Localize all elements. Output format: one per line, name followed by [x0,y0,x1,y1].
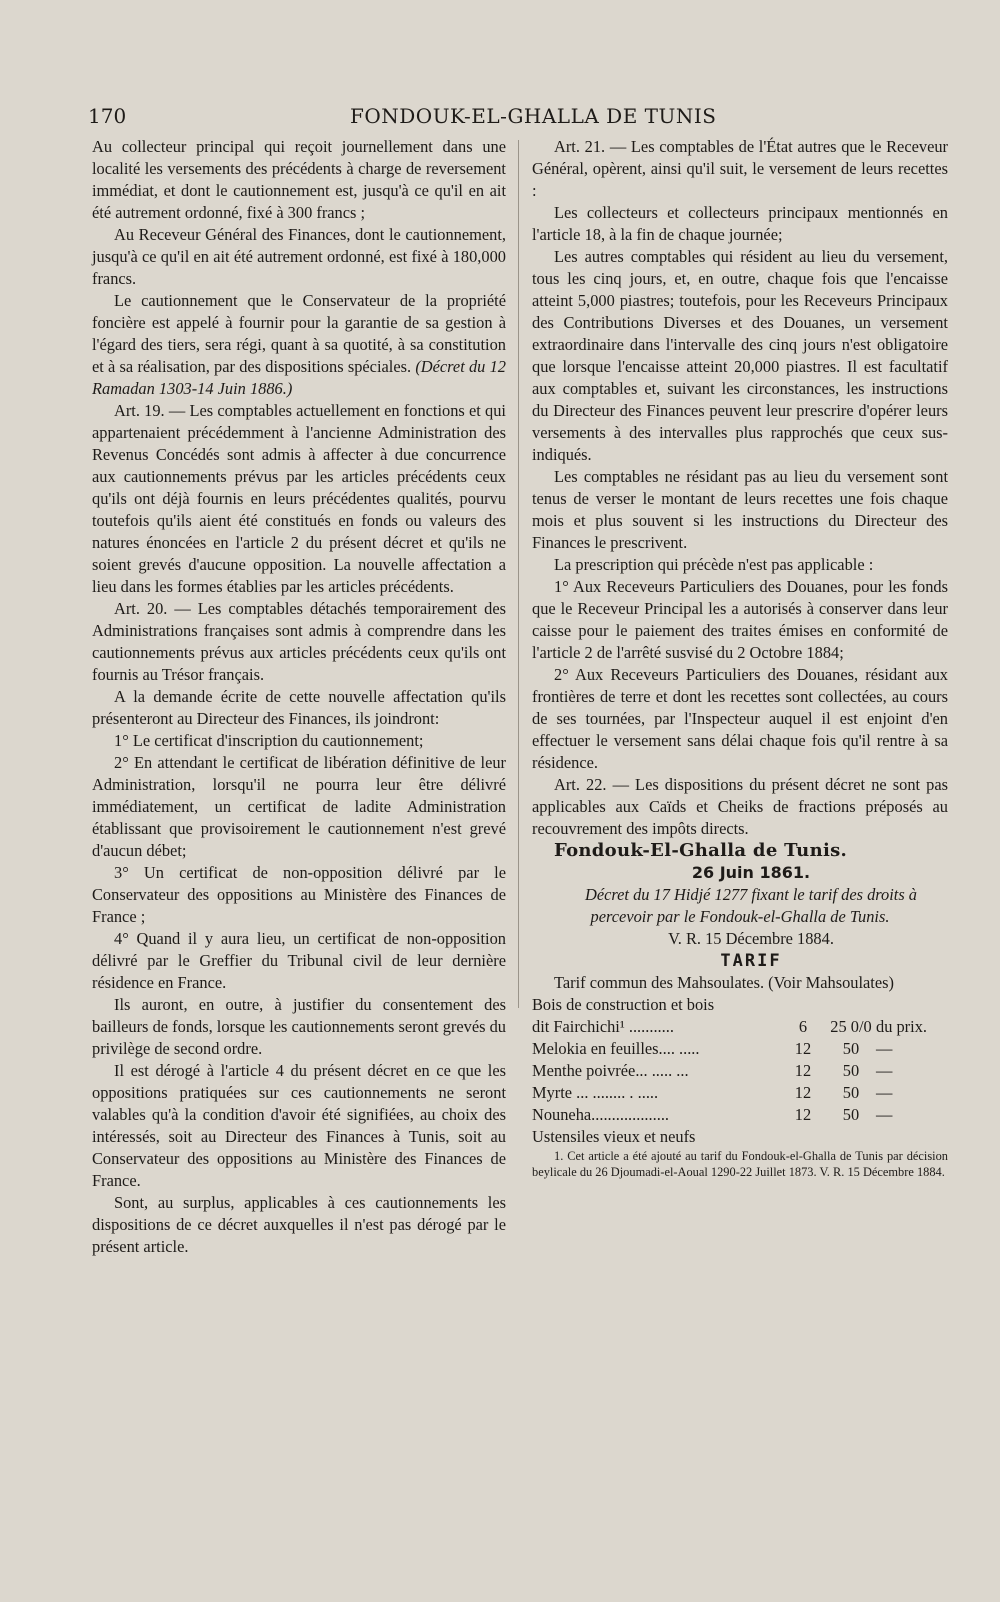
tarif-value-a: 6 [798,1017,808,1036]
right-column [532,136,948,1180]
column-divider [518,140,519,1008]
tarif-value-b: 50 [842,1105,860,1124]
paragraph-non-residant: Les comptables ne résidant pas au lieu du versement sont tenus de verser le montant de leurs recettes une fois chaque mois et plus souvent si les instructions du Directeur des Finances le prescrivent. [532,467,948,552]
decree-vr: V. R. 15 Décembre 1884. [668,929,834,948]
page-header [88,104,950,128]
decree-date: 26 Juin 1861. [691,863,811,882]
paragraph-collecteur: Au collecteur principal qui reçoit journellement dans une localité les versements des précédents à charge de reversement immédiat, et dont le cautionnement est, jusqu'à ce qu'il en ait été autrement ordonné, fixé à 300 francs ; [92,137,506,222]
list-item: 2° Aux Receveurs Particuliers des Douanes, résidant aux frontières de terre et dont les recettes sont collectées, au cours de ses tournées, par l'Inspecteur auquel il est enjoint d'en effectuer le versement sans délai chaque fois qu'il rentre à sa résidence. [532,665,948,772]
tarif-value-b: 50 [842,1039,860,1058]
decree-title: Décret du 17 Hidjé 1277 fixant le tarif des droits à percevoir par le Fondouk-el-Ghalla de Tunis. [584,885,918,926]
tarif-item-name: Myrte ... ........ . ..... [532,1083,659,1102]
tarif-item-name: Bois de construction et bois [532,995,715,1014]
paragraph-prescription: La prescription qui précède n'est pas applicable : [554,555,874,574]
table-row [532,1126,948,1148]
decree-reference: (Décret du 12 Ramadan 1303-14 Juin 1886.) [92,357,506,398]
tarif-value-c [876,994,948,1016]
tarif-value-a [780,1126,826,1148]
list-item: 2° En attendant le certificat de libération définitive de leur Administration, lorsqu'il ne pourra leur être délivré immédiatement, un certificat de ladite Administration établissant que provisoirement le cautionnement n'est grevé d'aucun débet; [92,753,506,860]
paragraph-receveur-general: Au Receveur Général des Finances, dont le cautionnement, jusqu'à ce qu'il en ait été autrement ordonné, est fixé à 180,000 francs. [92,225,506,288]
conservateur-text: Le cautionnement que le Conservateur de la propriété foncière est appelé à fournir pour la garantie de sa gestion à l'égard des tiers, sera régi, quant à sa quotité, à sa constitution et à sa réalisation, par des dispositions spéciales. [92,291,506,376]
paragraph-demande: A la demande écrite de cette nouvelle affectation qu'ils présenteront au Directeur des Finances, ils joindront: [92,687,506,728]
tarif-item-name: Melokia en feuilles.... ..... [532,1039,700,1058]
paragraph-autres-comptables: Les autres comptables qui résident au lieu du versement, tous les cinq jours, et, en outre, chaque fois que l'encaisse atteint 5,000 piastres; toutefois, pour les Receveurs Principaux des Contributions Diverses et des Douanes, un versement extraordinaire dans l'intervalle des cinq jours n'est obligatoire que lorsque l'encaisse atteint 20,000 piastres. Il est facultatif aux comptables et, suivant les circonstances, les instructions du Directeur des Finances peuvent leur prescrire d'opérer leurs versements à des intervalles plus rapprochés que ceux sus-indiqués. [532,247,948,464]
list-item: 3° Un certificat de non-opposition délivré par le Conservateur des oppositions au Ministère des Finances de France ; [92,863,506,926]
article-20: Art. 20. — Les comptables détachés temporairement des Administrations françaises sont admis à comprendre dans les cautionnements prévus aux articles précédents ceux qu'ils ont fournis au Trésor français. [92,599,506,684]
tarif-value-b: 50 [842,1083,860,1102]
paragraph-justifier: Ils auront, en outre, à justifier du consentement des bailleurs de fonds, lorsque les cautionnements seront grevés du privilège de second ordre. [92,995,506,1058]
tarif-table [532,994,948,1148]
tarif-item-name: Menthe poivrée... ..... ... [532,1061,689,1080]
tarif-value-b: 25 0/0 [830,1017,872,1036]
tarif-value-b [826,1126,876,1148]
tarif-value-c: — [876,1105,893,1124]
article-22: Art. 22. — Les dispositions du présent décret ne sont pas applicables aux Caïds et Cheiks de fractions préposés au recouvrement des impôts directs. [532,775,948,838]
tarif-value-c: — [876,1061,893,1080]
table-row [532,994,948,1016]
tarif-intro: Tarif commun des Mahsoulates. (Voir Mahsoulates) [554,973,894,992]
tarif-value-c: du prix. [876,1017,927,1036]
tarif-value-a: 12 [794,1105,812,1124]
tarif-value-c [876,1126,948,1148]
article-19: Art. 19. — Les comptables actuellement en fonctions et qui appartenaient précédemment à l'ancienne Administration des Revenus Concédés sont admis à affecter à due concurrence aux cautionnements prévus par les articles précédents ceux qu'ils ont déjà fournis en leurs précédentes qualités, pourvu toutefois qu'ils aient été constitués en fonds ou valeurs des natures énoncées en l'article 2 du présent décret et qu'ils ne soient grevés d'aucune opposition. La nouvelle affectation a lieu dans les formes établies par les articles précédents. [92,401,506,596]
running-title: FONDOUK-EL-GHALLA DE TUNIS [350,104,717,128]
tarif-item-name: dit Fairchichi¹ ........... [532,1017,674,1036]
list-item: 4° Quand il y aura lieu, un certificat de non-opposition délivré par le Greffier du Tribunal civil de leur dernière résidence en France. [92,929,506,992]
tarif-value-a: 12 [794,1061,812,1080]
list-item: 1° Le certificat d'inscription du cautionnement; [114,731,424,750]
section-title: Fondouk-El-Ghalla de Tunis. [554,840,848,861]
table-row [532,1082,948,1104]
article-21: Art. 21. — Les comptables de l'État autres que le Receveur Général, opèrent, ainsi qu'il suit, le versement de leurs recettes : [532,137,948,200]
paragraph-collecteurs: Les collecteurs et collecteurs principaux mentionnés en l'article 18, à la fin de chaque journée; [532,203,948,244]
tarif-value-b [826,994,876,1016]
tarif-value-a: 12 [794,1083,812,1102]
tarif-value-a [780,994,826,1016]
left-column [92,136,506,1258]
table-row [532,1016,948,1038]
table-row [532,1038,948,1060]
tarif-item-name: Ustensiles vieux et neufs [532,1127,696,1146]
page-number: 170 [88,104,127,128]
table-row [532,1104,948,1126]
tarif-value-a: 12 [794,1039,812,1058]
tarif-value-c: — [876,1039,893,1058]
footnote: 1. Cet article a été ajouté au tarif du Fondouk-el-Ghalla de Tunis par décision beylicale du 26 Djoumadi-el-Aoual 1290-22 Juillet 1873. V. R. 15 Décembre 1884. [532,1149,948,1179]
paragraph-deroge: Il est dérogé à l'article 4 du présent décret en ce que les oppositions pratiquées sur ces cautionnements ne seront valables qu'à la condition d'avoir été signifiées, au choix des intéressés, soit au Directeur des Finances à Tunis, soit au Conservateur des oppositions au Ministère des Finances de France. [92,1061,506,1190]
tarif-value-b: 50 [842,1061,860,1080]
tarif-item-name: Nouneha................... [532,1105,670,1124]
paragraph-conservateur [92,290,506,400]
paragraph-surplus: Sont, au surplus, applicables à ces cautionnements les dispositions de ce décret auxquelles il n'est pas dérogé par le présent article. [92,1193,506,1256]
table-row [532,1060,948,1082]
tarif-heading: TARIF [720,951,782,971]
tarif-value-c: — [876,1083,893,1102]
list-item: 1° Aux Receveurs Particuliers des Douanes, pour les fonds que le Receveur Principal les a autorisés à conserver dans leur caisse pour le paiement des traites émises en conformité de l'article 2 de l'arrêté susvisé du 2 Octobre 1884; [532,577,948,662]
